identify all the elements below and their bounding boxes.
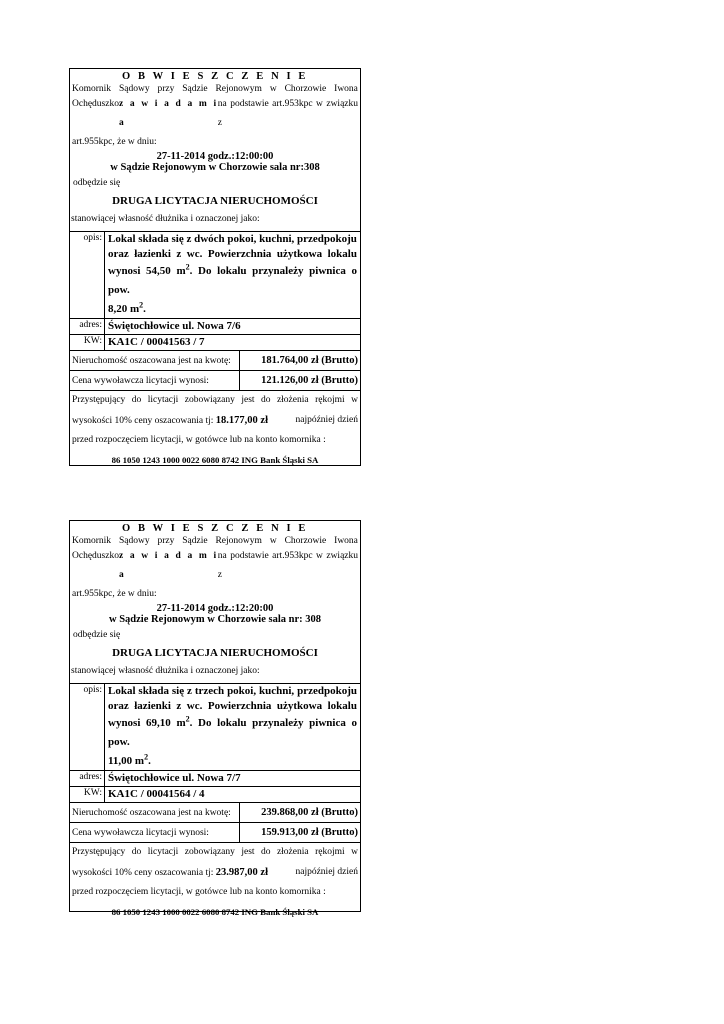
word: przy (157, 536, 175, 546)
property-details (70, 231, 360, 350)
word: w (351, 395, 358, 405)
description-line: 8,20 $m^2$. (108, 300, 146, 315)
deposit-amount: 23.987,00 zł (215, 866, 268, 878)
deposit-line-2: wysokości 10% ceny oszacowania tj: 18.177,00 zł najpóźniej dzień (72, 414, 358, 426)
legal-basis: na podstawie art.953kpc w związku z (217, 99, 358, 128)
word: w (269, 84, 277, 94)
intro-line-3: art.955kpc, że w dniu: (72, 137, 157, 147)
auction-notice-2 (69, 520, 361, 917)
word: do (131, 395, 142, 405)
deposit-text (70, 390, 360, 451)
price-table (70, 802, 360, 842)
notifies-word: z a w i a d a m i a (118, 551, 218, 580)
will-take-place: odbędzie się (73, 178, 121, 188)
word: Sądzie (182, 536, 208, 546)
land-register-number: KA1C / 00041563 / 7 (105, 335, 361, 351)
word: licytacji (147, 847, 179, 857)
bank-account: 86 1050 1243 1000 0022 6080 8742 ING Bank Śląski SA (111, 454, 319, 465)
starting-price-label: Cena wywoławcza licytacji wynosi: (70, 823, 240, 843)
property-details (70, 683, 360, 802)
description-line: wynosi 54,50 $m^2$. Do lokalu przynależy piwnica o pow. (108, 262, 357, 296)
word: Sądowy (118, 84, 150, 94)
notifies-word: z a w i a d a m i a (118, 99, 218, 128)
intro-line-2 (72, 95, 358, 133)
word: w (351, 847, 358, 857)
word: Przystępujący (72, 395, 126, 405)
estimate-label: Nieruchomość oszacowana jest na kwotę: (70, 803, 240, 823)
word: do (131, 847, 142, 857)
deposit-text (70, 842, 360, 903)
auction-place: w Sądzie Rejonowym w Chorzowie sala nr:308 (110, 162, 320, 173)
word: Rejonowym (215, 536, 262, 546)
land-register-number: KA1C / 00041564 / 4 (105, 787, 361, 803)
description-line: Lokal składa się z dwóch pokoi, kuchni, przedpokoju (108, 233, 357, 245)
bank-account: 86 1050 1243 1000 0022 6080 8742 ING Bank Śląski SA (111, 906, 319, 917)
word: Sądowy (118, 536, 150, 546)
starting-price-amount: 121.126,00 zł (Brutto) (240, 371, 361, 391)
word: rękojmi (315, 395, 345, 405)
notice-title: O B W I E S Z C Z E N I E (122, 523, 308, 534)
description-line: Lokal składa się z trzech pokoi, kuchni, przedpokoju (108, 685, 357, 697)
word: Iwona (334, 536, 358, 546)
bailiff-name: Ochęduszko (72, 99, 119, 109)
word: jest (241, 847, 255, 857)
starting-price-label: Cena wywoławcza licytacji wynosi: (70, 371, 240, 391)
deposit-line-1 (72, 843, 358, 863)
auction-place: w Sądzie Rejonowym w Chorzowie sala nr: 308 (108, 614, 322, 625)
owned-by-debtor: stanowiącej własność dłużnika i oznaczonej jako: (71, 214, 260, 224)
word: Sądzie (182, 84, 208, 94)
property-address: Świętochłowice ul. Nowa 7/7 (105, 771, 361, 787)
deposit-amount: 18.177,00 zł (215, 414, 268, 426)
auction-notice-1 (69, 68, 361, 466)
auction-heading: DRUGA LICYTACJA NIERUCHOMOŚCI (112, 647, 318, 659)
notice-title: O B W I E S Z C Z E N I E (122, 71, 308, 82)
estimate-amount: 181.764,00 zł (Brutto) (240, 351, 361, 371)
property-description (105, 684, 361, 771)
description-line: wynosi 69,10 $m^2$. Do lokalu przynależy piwnica o pow. (108, 714, 357, 748)
description-line: 11,00 $m^2$. (108, 752, 151, 767)
word: zobowiązany (184, 847, 235, 857)
word: Komornik (72, 536, 112, 546)
address-label: adres: (70, 319, 105, 335)
word: Iwona (334, 84, 358, 94)
price-table (70, 350, 360, 390)
description-line: oraz łazienki z wc. Powierzchnia użytkowa lokalu (108, 700, 357, 712)
description-line: oraz łazienki z wc. Powierzchnia użytkowa lokalu (108, 248, 357, 260)
word: przy (157, 84, 175, 94)
owned-by-debtor: stanowiącej własność dłużnika i oznaczonej jako: (71, 666, 260, 676)
word: złożenia (276, 847, 309, 857)
word: Rejonowym (215, 84, 262, 94)
property-description (105, 232, 361, 319)
notice-intro (70, 84, 360, 152)
estimate-label: Nieruchomość oszacowana jest na kwotę: (70, 351, 240, 371)
word: Przystępujący (72, 847, 126, 857)
intro-line-1 (72, 536, 358, 547)
notice-intro (70, 536, 360, 604)
word: do (261, 395, 271, 405)
land-register-label: KW: (70, 787, 105, 803)
auction-heading: DRUGA LICYTACJA NIERUCHOMOŚCI (112, 195, 318, 207)
word: złożenia (276, 395, 309, 405)
bailiff-name: Ochęduszko (72, 551, 119, 561)
description-label: opis: (70, 232, 105, 319)
word: Chorzowie (284, 84, 327, 94)
deposit-line-2: wysokości 10% ceny oszacowania tj: 23.987,00 zł najpóźniej dzień (72, 866, 358, 878)
description-label: opis: (70, 684, 105, 771)
word: rękojmi (315, 847, 345, 857)
property-address: Świętochłowice ul. Nowa 7/6 (105, 319, 361, 335)
word: Chorzowie (284, 536, 327, 546)
deposit-line-3: przed rozpoczęciem licytacji, w gotówce lub na konto komornika : (72, 887, 326, 897)
word: jest (241, 395, 255, 405)
word: zobowiązany (184, 395, 235, 405)
deposit-line-3: przed rozpoczęciem licytacji, w gotówce lub na konto komornika : (72, 435, 326, 445)
intro-line-3: art.955kpc, że w dniu: (72, 589, 157, 599)
land-register-label: KW: (70, 335, 105, 351)
will-take-place: odbędzie się (73, 630, 121, 640)
estimate-amount: 239.868,00 zł (Brutto) (240, 803, 361, 823)
starting-price-amount: 159.913,00 zł (Brutto) (240, 823, 361, 843)
word: licytacji (147, 395, 179, 405)
intro-line-1 (72, 84, 358, 95)
address-label: adres: (70, 771, 105, 787)
intro-line-2 (72, 547, 358, 585)
word: do (261, 847, 271, 857)
deposit-line-1 (72, 391, 358, 411)
word: w (269, 536, 277, 546)
auction-date: 27-11-2014 godz.:12:00:00 (156, 151, 274, 162)
auction-date: 27-11-2014 godz.:12:20:00 (156, 603, 274, 614)
legal-basis: na podstawie art.953kpc w związku z (217, 551, 358, 580)
word: Komornik (72, 84, 112, 94)
